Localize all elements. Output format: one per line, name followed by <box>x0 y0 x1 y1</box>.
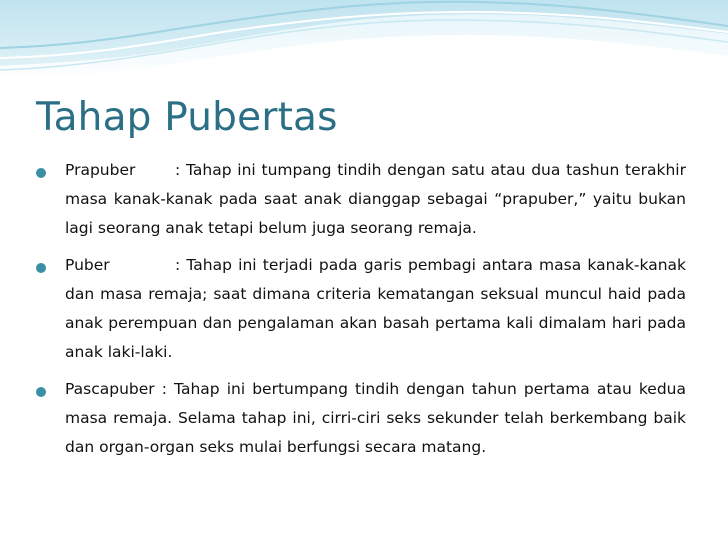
term-label: Pascapuber <box>65 380 155 398</box>
term-description: : Tahap ini tumpang tindih dengan satu atau dua tashun terakhir masa kanak-kanak pada saat anak dianggap sebagai “prapuber,” yaitu bukan lagi seorang anak tetapi belum juga seorang remaja. <box>65 161 686 237</box>
list-item-puber <box>40 251 686 367</box>
term-description: : Tahap ini bertumpang tindih dengan tahun pertama atau kedua masa remaja. Selama tahap ini, cirri-ciri seks sekunder telah berkembang baik dan organ-organ seks mulai berfungsi secara matang. <box>65 380 686 456</box>
bullet-icon <box>36 387 46 397</box>
bullet-icon <box>36 263 46 273</box>
term-label: Prapuber <box>65 161 136 179</box>
bullet-icon <box>36 168 46 178</box>
term-description: : Tahap ini terjadi pada garis pembagi antara masa kanak-kanak dan masa remaja; saat dimana criteria kematangan seksual muncul haid pada anak perempuan dan pengalaman akan basah pertama kali dimalam hari pada anak laki-laki. <box>65 256 686 361</box>
list-item-pascapuber <box>40 375 686 462</box>
list-item-prapuber <box>40 156 686 243</box>
wave-header-decoration <box>0 0 728 90</box>
bullet-list <box>40 156 686 470</box>
slide-title: Tahap Pubertas <box>36 95 338 140</box>
term-label: Puber <box>65 256 110 274</box>
